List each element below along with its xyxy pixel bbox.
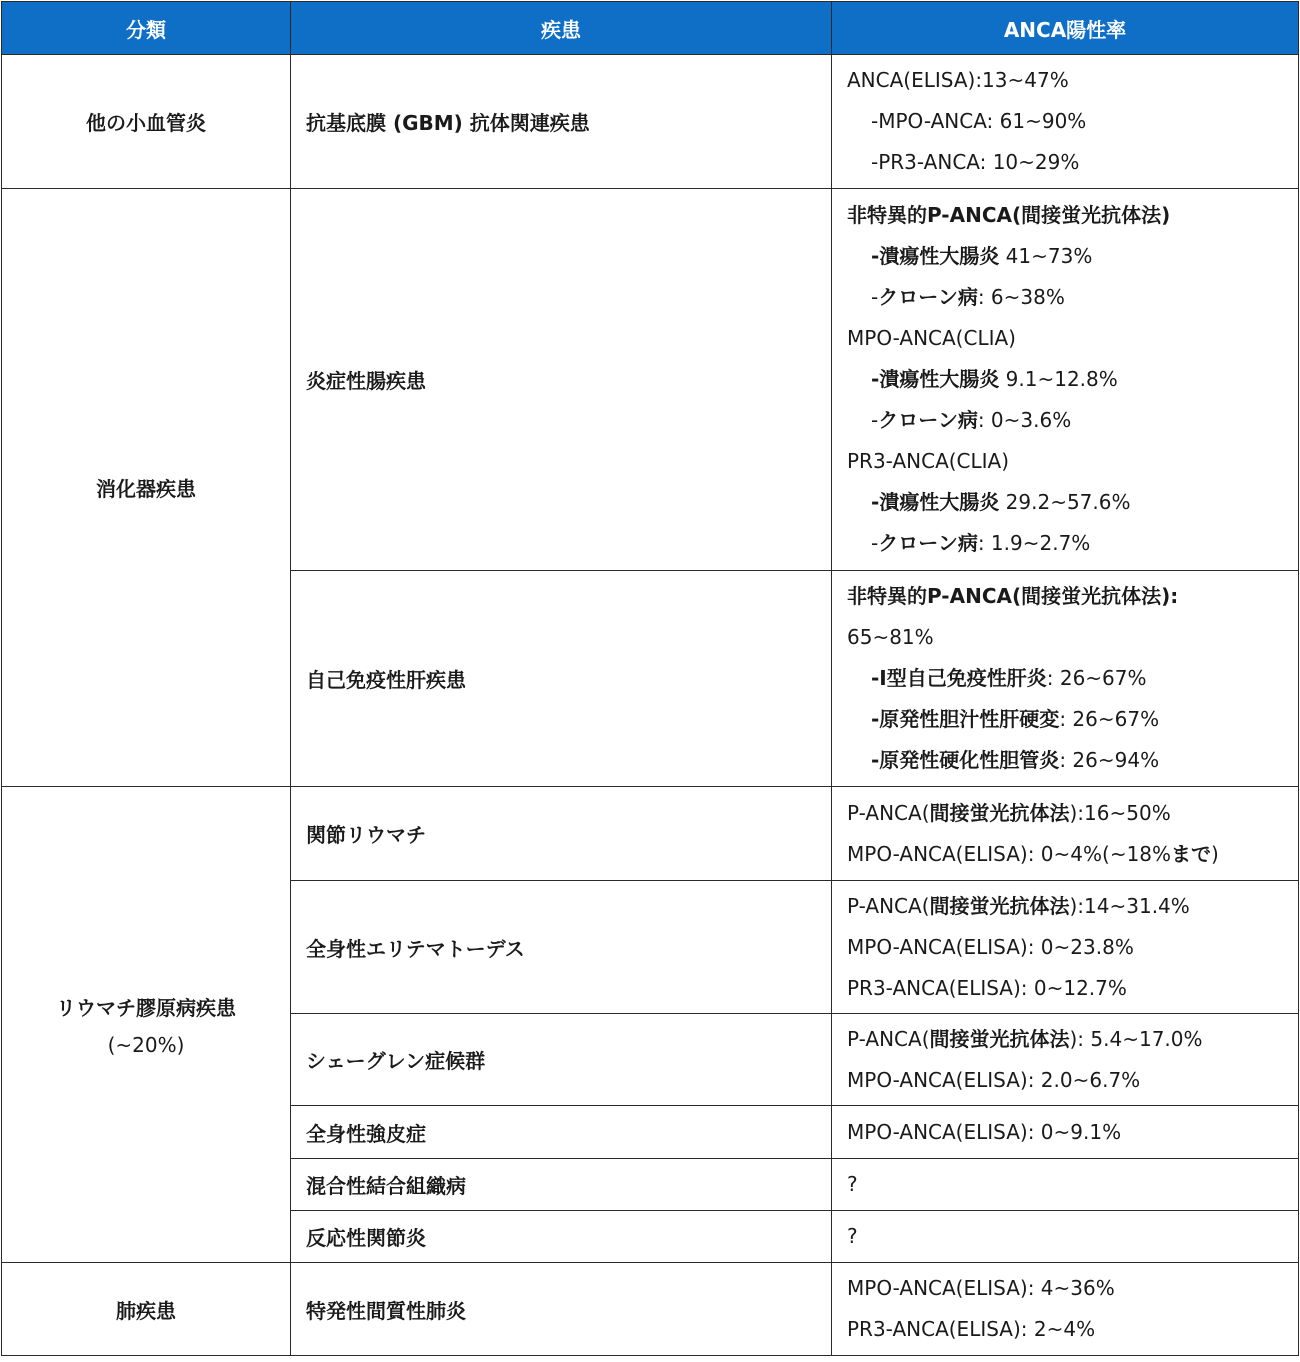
rate-value: ): 5.4~17.0% <box>1069 1026 1203 1051</box>
rate-line <box>847 699 1294 740</box>
rate-cell <box>832 1211 1299 1263</box>
disease-cell: 全身性強皮症 <box>291 1106 832 1159</box>
rate-text: P-ANCA( <box>847 800 930 825</box>
rate-line: MPO-ANCA(ELISA): 0~23.8% <box>847 934 1134 959</box>
rate-cell <box>832 189 1299 571</box>
category-sublabel: (~20%) <box>107 1033 185 1057</box>
rate-method: 非特異的P-ANCA(間接蛍光抗体法): <box>847 584 1179 608</box>
rate-value: ):14~31.4% <box>1069 893 1190 918</box>
rate-line: -MPO-ANCA: 61~90% <box>871 109 1087 133</box>
rate-line: PR3-ANCA(ELISA): 2~4% <box>847 1317 1096 1341</box>
table-row <box>2 189 1299 571</box>
rate-line <box>847 400 1294 441</box>
rate-line: -PR3-ANCA: 10~29% <box>871 150 1080 174</box>
rate-line: PR3-ANCA(ELISA): 0~12.7% <box>847 975 1127 1000</box>
rate-method: 間接蛍光抗体法 <box>929 1026 1070 1051</box>
rate-value: 9.1~12.8% <box>999 367 1118 391</box>
header-disease: 疾患 <box>291 2 832 55</box>
rate-label: クローン病 <box>878 531 978 555</box>
rate-cell <box>832 881 1299 1014</box>
rate-cell <box>832 1159 1299 1211</box>
rate-text: MPO-ANCA(ELISA): 0~4%(~18% <box>847 841 1172 866</box>
disease-cell: シェーグレン症候群 <box>291 1014 832 1106</box>
rate-label: クローン病 <box>878 285 978 309</box>
disease-cell: 炎症性腸疾患 <box>291 189 832 571</box>
rate-value: 41~73% <box>999 244 1093 268</box>
rate-line <box>847 886 1294 927</box>
rate-value: : 6~38% <box>977 285 1065 309</box>
rate-value: 29.2~57.6% <box>999 490 1131 514</box>
disease-cell: 関節リウマチ <box>291 787 832 881</box>
rate-value: : 26~94% <box>1059 748 1160 772</box>
rate-line <box>847 482 1294 523</box>
rate-line: ANCA(ELISA):13~47% <box>847 68 1069 92</box>
rate-label: -原発性胆汁性肝硬変 <box>871 707 1060 731</box>
rate-line: MPO-ANCA(ELISA): 2.0~6.7% <box>847 1067 1141 1092</box>
disease-cell: 混合性結合組織病 <box>291 1159 832 1211</box>
rate-line <box>847 359 1294 400</box>
rate-cell <box>832 571 1299 787</box>
rate-line: 65~81% <box>847 625 934 649</box>
table-row <box>2 55 1299 189</box>
rate-line <box>847 523 1294 564</box>
rate-cell <box>832 1014 1299 1106</box>
rate-cell <box>832 787 1299 881</box>
rate-method: 間接蛍光抗体法 <box>929 893 1070 918</box>
rate-label: -原発性硬化性胆管炎 <box>871 748 1060 772</box>
rate-value: : 26~67% <box>1046 666 1147 690</box>
category-cell: 他の小血管炎 <box>2 55 291 189</box>
rate-value: : 1.9~2.7% <box>977 531 1091 555</box>
rate-value: : 0~3.6% <box>977 408 1072 432</box>
rate-cell <box>832 55 1299 189</box>
disease-cell: 特発性間質性肺炎 <box>291 1263 832 1356</box>
disease-cell: 反応性関節炎 <box>291 1211 832 1263</box>
rate-text: P-ANCA( <box>847 893 930 918</box>
rate-label: -潰瘍性大腸炎 <box>871 244 1000 268</box>
header-row <box>2 2 1299 55</box>
rate-line: MPO-ANCA(ELISA): 0~9.1% <box>847 1119 1122 1144</box>
table-row <box>2 1263 1299 1356</box>
rate-line: PR3-ANCA(CLIA) <box>847 449 1010 473</box>
rate-line <box>847 236 1294 277</box>
rate-line <box>847 1019 1294 1060</box>
rate-line <box>847 277 1294 318</box>
rate-line: MPO-ANCA(CLIA) <box>847 326 1016 350</box>
rate-value: : 26~67% <box>1059 707 1160 731</box>
category-cell <box>2 787 291 1263</box>
disease-cell: 抗基底膜 (GBM) 抗体関連疾患 <box>291 55 832 189</box>
rate-cell <box>832 1106 1299 1159</box>
rate-method: 間接蛍光抗体法 <box>929 800 1070 825</box>
rate-line: ? <box>847 1224 858 1248</box>
category-cell: 消化器疾患 <box>2 189 291 787</box>
category-label: リウマチ膠原病疾患 <box>56 996 236 1020</box>
disease-cell: 自己免疫性肝疾患 <box>291 571 832 787</box>
rate-method: 非特異的P-ANCA(間接蛍光抗体法) <box>847 203 1171 227</box>
rate-text: ) <box>1211 841 1219 866</box>
rate-dash: - <box>871 408 879 432</box>
rate-line: MPO-ANCA(ELISA): 4~36% <box>847 1276 1115 1300</box>
rate-line <box>847 740 1294 781</box>
rate-line <box>847 658 1294 699</box>
rate-line <box>847 793 1294 834</box>
rate-dash: - <box>871 285 879 309</box>
rate-label: -I型自己免疫性肝炎 <box>871 666 1047 690</box>
rate-dash: - <box>871 531 879 555</box>
rate-text: P-ANCA( <box>847 1026 930 1051</box>
rate-line: ? <box>847 1172 858 1196</box>
rate-value: ):16~50% <box>1069 800 1171 825</box>
rate-cell <box>832 1263 1299 1356</box>
rate-label: -潰瘍性大腸炎 <box>871 490 1000 514</box>
rate-line <box>847 834 1294 875</box>
rate-line <box>847 195 1294 236</box>
disease-cell: 全身性エリテマトーデス <box>291 881 832 1014</box>
rate-label: クローン病 <box>878 408 978 432</box>
header-category: 分類 <box>2 2 291 55</box>
rate-label: -潰瘍性大腸炎 <box>871 367 1000 391</box>
category-cell: 肺疾患 <box>2 1263 291 1356</box>
rate-note: まで <box>1171 841 1212 866</box>
anca-positivity-table <box>1 1 1299 1356</box>
rate-line <box>847 576 1294 617</box>
table-row <box>2 787 1299 881</box>
header-rate: ANCA陽性率 <box>832 2 1299 55</box>
